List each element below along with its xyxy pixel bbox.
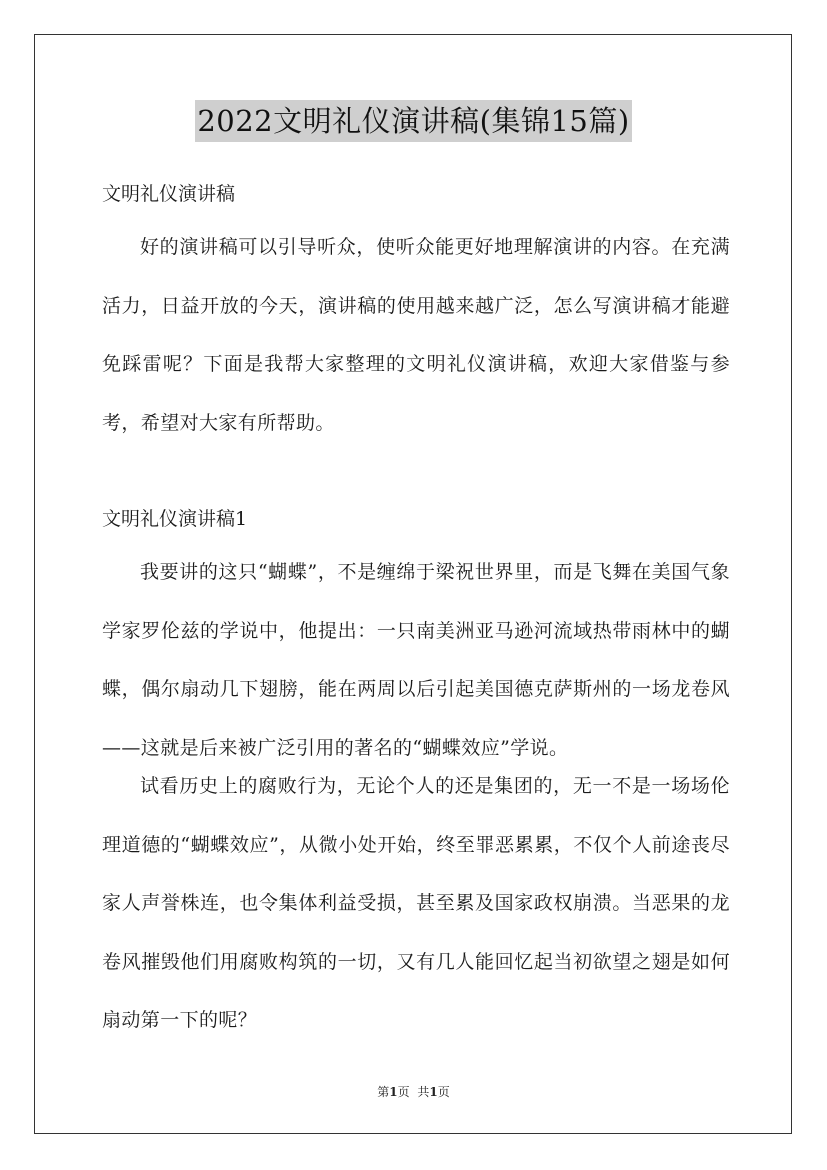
section1-heading: 文明礼仪演讲稿1 [102, 508, 248, 530]
intro-heading: 文明礼仪演讲稿 [102, 183, 236, 205]
page-prefix: 第 [377, 1085, 390, 1099]
document-title: 2022文明礼仪演讲稿(集锦15篇) [195, 100, 631, 142]
page-total: 1 [429, 1085, 438, 1099]
title-container [0, 100, 827, 142]
total-suffix: 页 [437, 1085, 450, 1099]
page-footer [0, 1084, 827, 1100]
intro-paragraph: 好的演讲稿可以引导听众，使听众能更好地理解演讲的内容。在充满活力，日益开放的今天，演讲稿的使用越来越广泛，怎么写演讲稿才能避免踩雷呢？下面是我帮大家整理的文明礼仪演讲稿，欢迎大家借鉴与参考，希望对大家有所帮助。 [102, 236, 730, 434]
section1-paragraph-1: 我要讲的这只“蝴蝶”，不是缠绵于梁祝世界里，而是飞舞在美国气象学家罗伦兹的学说中，他提出：一只南美洲亚马逊河流域热带雨林中的蝴蝶，偶尔扇动几下翅膀，能在两周以后引起美国德克萨斯州的一场龙卷风——这就是后来被广泛引用的著名的“蝴蝶效应”学说。 [102, 561, 730, 759]
section1-paragraph-2: 试看历史上的腐败行为，无论个人的还是集团的，无一不是一场场伦理道德的“蝴蝶效应”，从微小处开始，终至罪恶累累，不仅个人前途丧尽家人声誉株连，也令集体利益受损，甚至累及国家政权崩溃。当恶果的龙卷风摧毁他们用腐败构筑的一切，又有几人能回忆起当初欲望之翅是如何扇动第一下的呢？ [102, 775, 730, 1031]
page-number: 1 [389, 1085, 398, 1099]
page-suffix: 页 [397, 1085, 410, 1099]
total-prefix: 共 [417, 1085, 430, 1099]
